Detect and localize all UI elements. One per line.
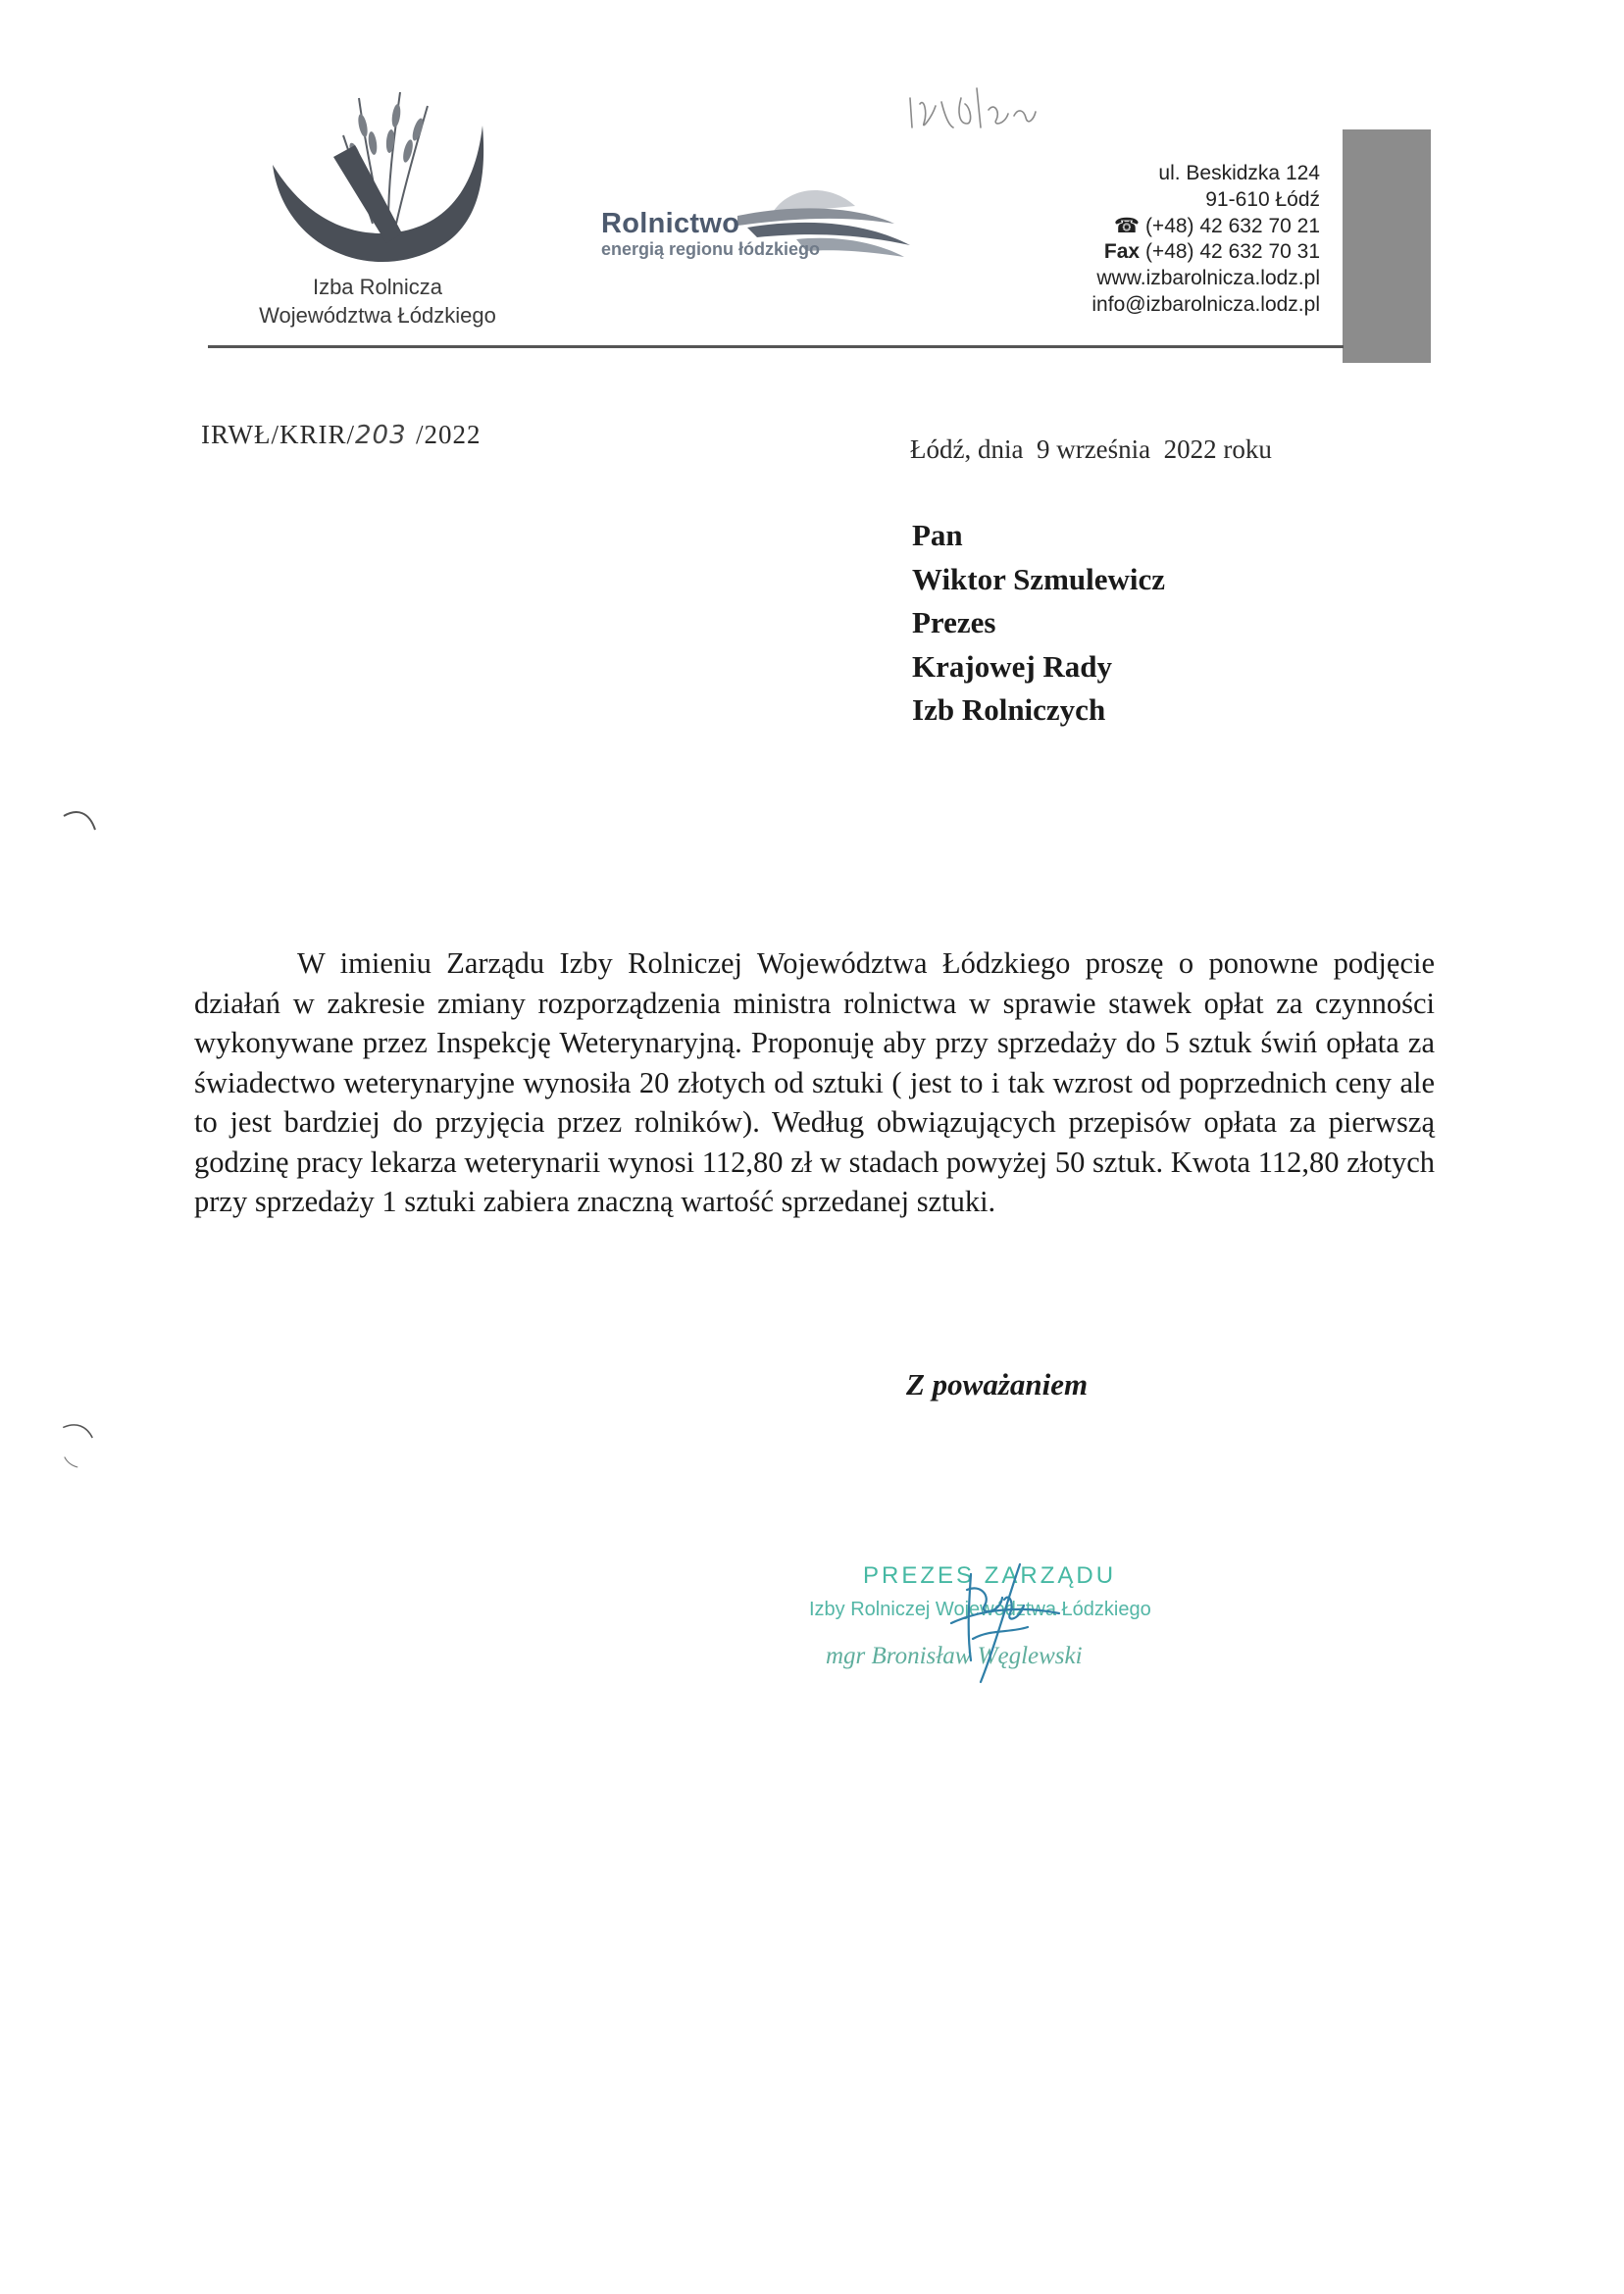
addressee-line: Krajowej Rady xyxy=(912,648,1113,684)
org-name xyxy=(196,273,559,330)
contact-phone-line xyxy=(1091,214,1320,240)
contact-phone: (+48) 42 632 70 21 xyxy=(1144,214,1320,237)
org-name-line1: Izba Rolnicza xyxy=(312,275,443,299)
brand-title: Rolnictwo xyxy=(601,208,740,239)
org-name-line2: Województwa Łódzkiego xyxy=(259,303,496,328)
handwritten-note-text: Wyjaśnić xyxy=(902,56,961,73)
handwritten-note xyxy=(902,56,1040,147)
contact-street: ul. Beskidzka 124 xyxy=(1158,162,1320,184)
header-grey-bar xyxy=(1343,129,1431,363)
header-divider xyxy=(208,345,1344,348)
reference-handwritten-number: 203 xyxy=(355,421,407,450)
addressee-line: Wiktor Szmulewicz xyxy=(912,561,1166,596)
handwritten-signature-icon xyxy=(912,1545,1079,1692)
contact-block xyxy=(1091,161,1320,319)
contact-email: info@izbarolnicza.lodz.pl xyxy=(1091,292,1320,316)
contact-fax: (+48) 42 632 70 31 xyxy=(1144,240,1320,264)
closing-salutation: Z poważaniem xyxy=(906,1367,1089,1402)
reference-suffix: /2022 xyxy=(416,420,482,449)
brand-subtitle: energią regionu łódzkiego xyxy=(601,239,821,259)
contact-fax-line xyxy=(1091,239,1320,266)
reference-number xyxy=(201,420,482,450)
punch-mark-icon xyxy=(54,796,103,855)
wheat-sickle-logo-icon xyxy=(265,86,500,282)
addressee-line: Prezes xyxy=(912,605,996,639)
signature-stamp xyxy=(799,1545,1192,1702)
stamp-organization: Izby Rolniczej Województwa Łódzkiego xyxy=(809,1599,1151,1620)
phone-icon: ☎ xyxy=(1113,214,1141,237)
stamp-signatory: mgr Bronisław Węglewski xyxy=(826,1643,1083,1669)
contact-city: 91-610 Łódź xyxy=(1205,187,1320,211)
contact-website: www.izbarolnicza.lodz.pl xyxy=(1096,267,1320,290)
addressee-line: Izb Rolniczych xyxy=(912,692,1106,727)
punch-mark-icon xyxy=(54,1417,103,1476)
addressee-block xyxy=(912,514,1165,733)
contact-fax-label: Fax xyxy=(1103,240,1141,264)
stamp-title: PREZES ZARZĄDU xyxy=(863,1562,1117,1589)
letter-date: Łódź, dnia 9 września 2022 roku xyxy=(910,434,1272,464)
addressee-line: Pan xyxy=(912,518,963,552)
reference-prefix: IRWŁ/KRIR/ xyxy=(201,420,355,449)
letter-body: W imieniu Zarządu Izby Rolniczej Województwa Łódzkiego proszę o ponowne podjęcie działań w zakresie zmiany rozporządzenia ministra rolnictwa w sprawie stawek opłat za czynności wykonywane przez Inspekcję Weterynaryjną. Proponuję aby przy sprzedaży do 5 sztuk świń opłata za świadectwo weterynaryjne wynosiła 20 złotych od sztuki ( jest to i tak wzrost od poprzednich ceny ale to jest bardziej do przyjęcia przez rolników). Według obwiązujących przepisów opłata za pierwszą godzinę pracy lekarza weterynarii wynosi 112,80 zł w stadach powyżej 50 sztuk. Kwota 112,80 złotych przy sprzedaży 1 sztuki zabiera znaczną wartość sprzedanej sztuki. xyxy=(194,946,1435,1218)
